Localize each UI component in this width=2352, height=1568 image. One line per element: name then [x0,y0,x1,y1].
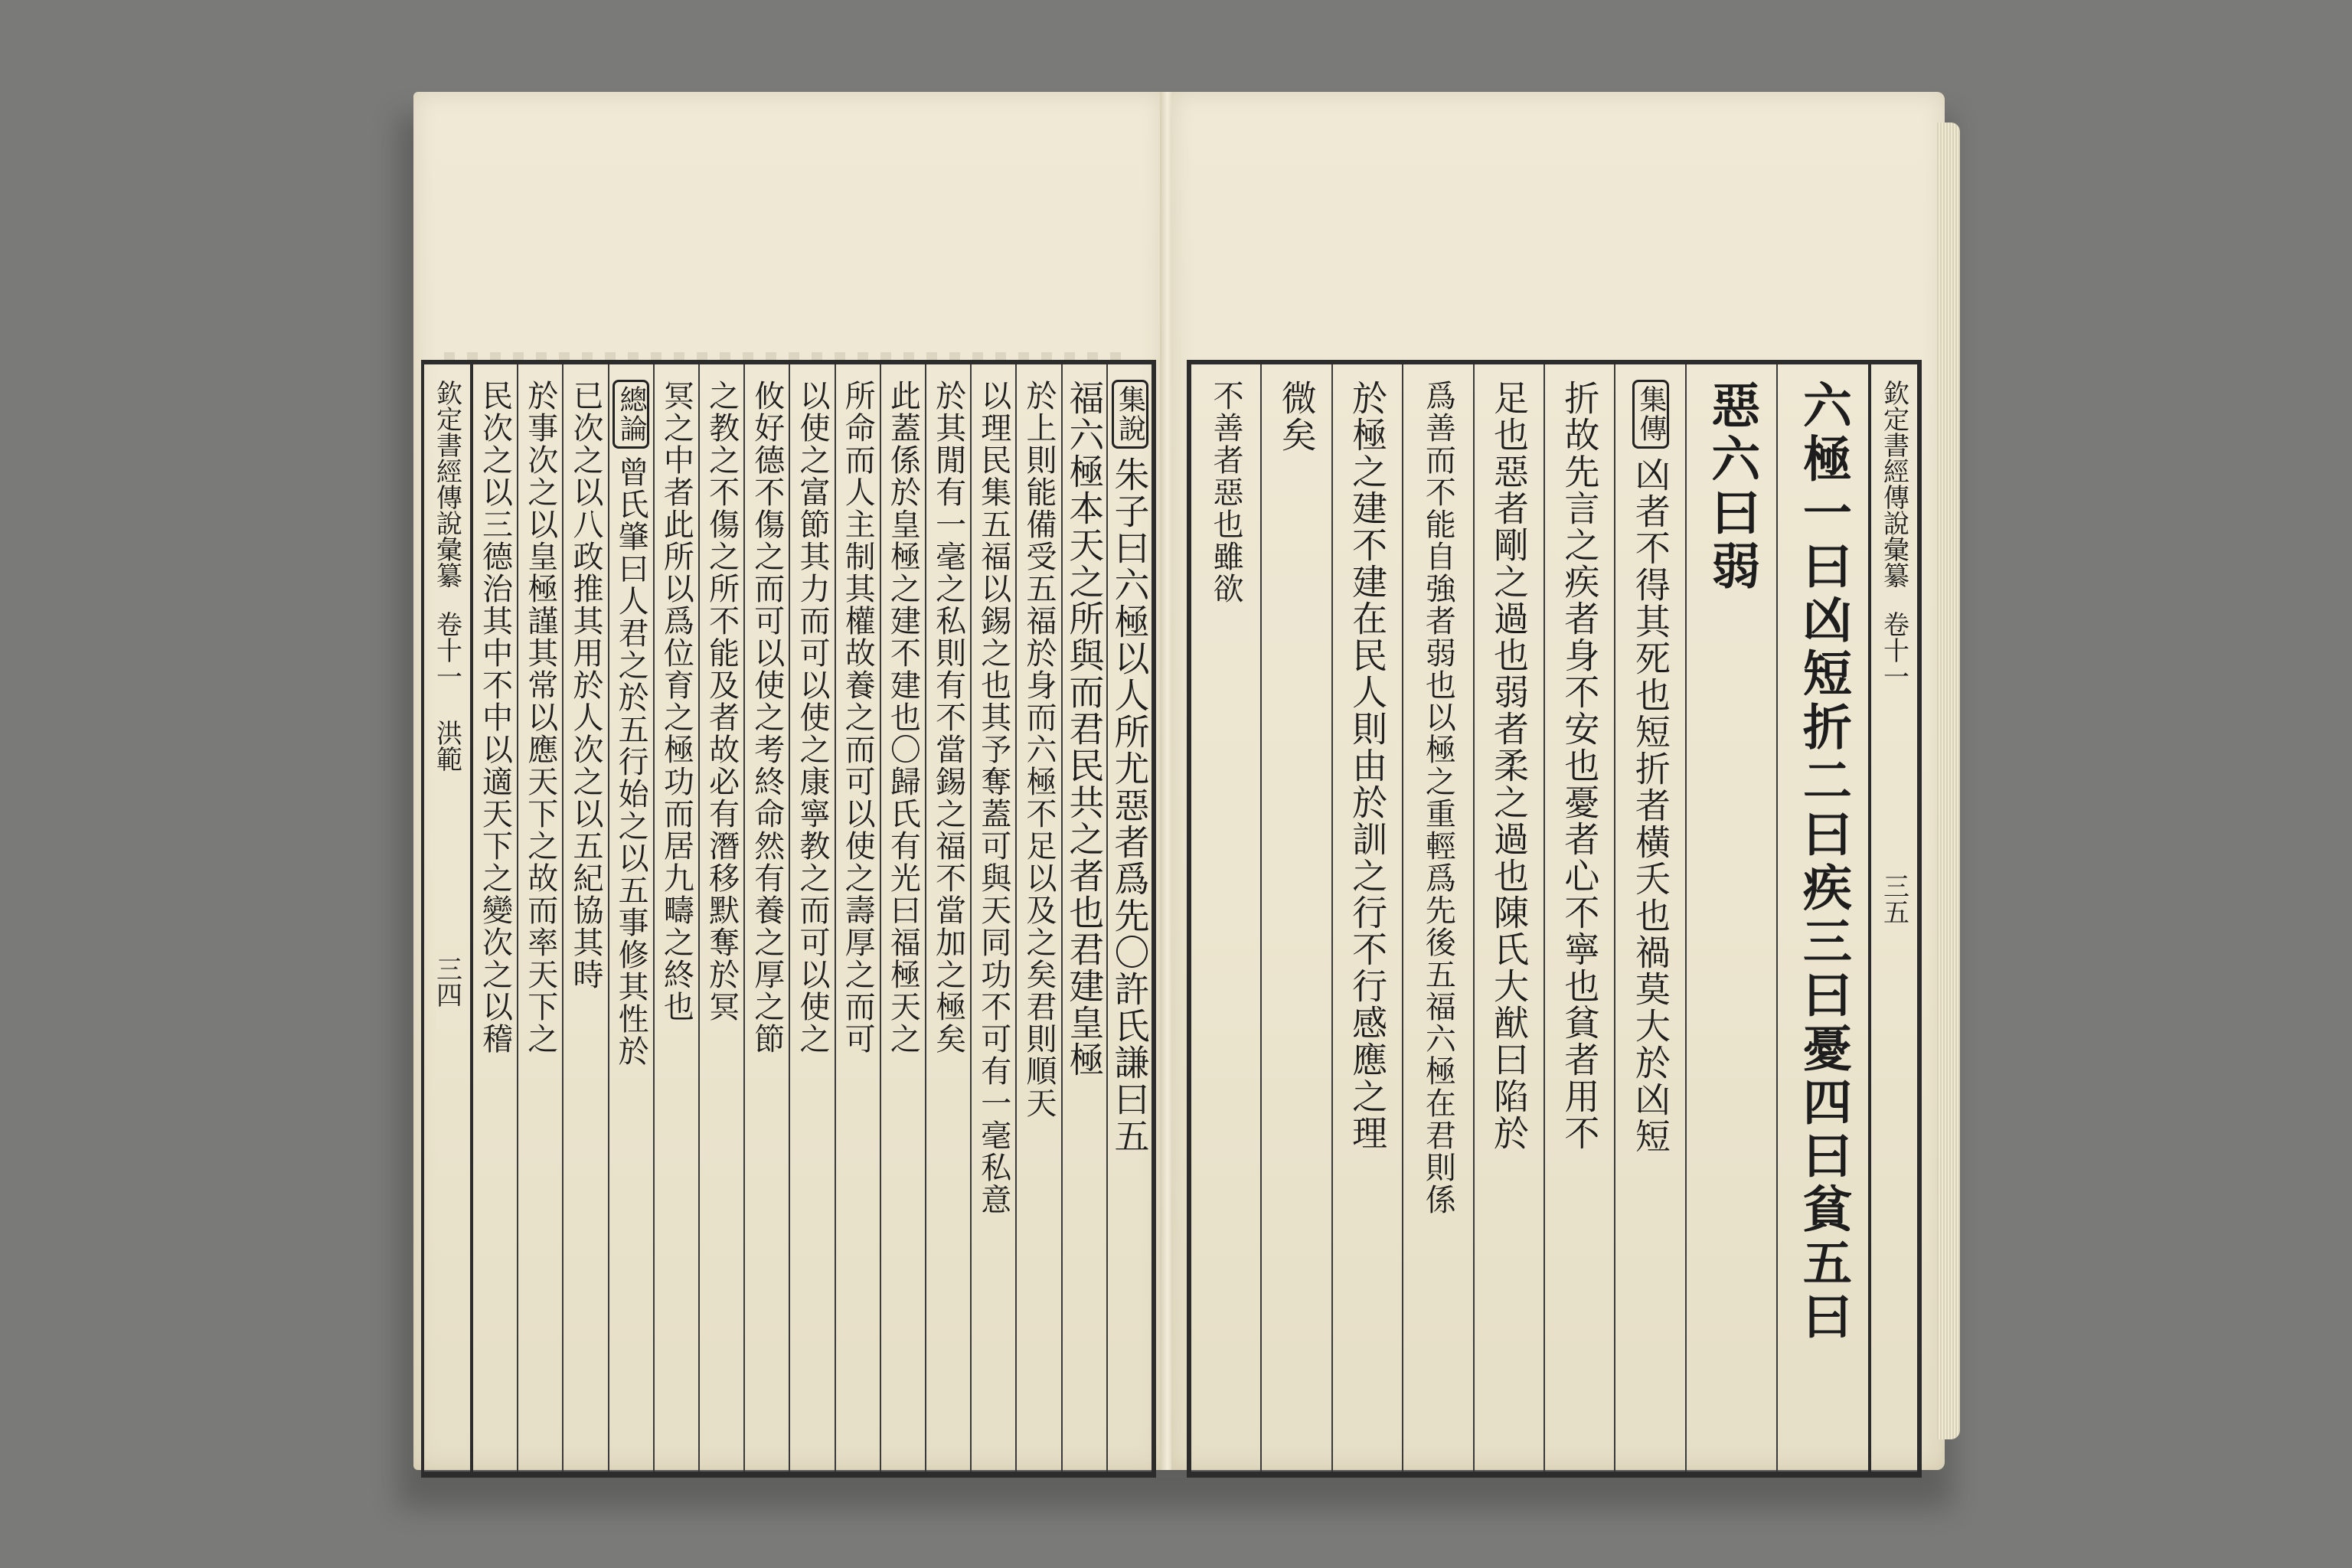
text-column [517,364,562,1472]
column-text: 已次之以八政推其用於人次之以五紀協其時 [567,380,603,991]
book-title: 欽定書經傳說彙纂 [431,380,462,588]
text-column [1015,364,1060,1472]
column-text: 微矣 [1276,380,1318,453]
column-text: 朱子曰六極以人所尤惡者爲先〇許氏謙曰五 [1109,456,1151,1155]
heading-column [1685,364,1777,1472]
text-column [1260,364,1331,1472]
heading-text: 惡六曰弱 [1703,380,1761,594]
right-columns [1191,364,1868,1472]
text-column [1614,364,1684,1472]
section-tag: 集傳 [1632,380,1669,449]
column-text: 所命而人主制其權故養之而可以使之壽厚之而可 [840,380,876,1055]
heading-column [1776,364,1868,1472]
column-text: 之教之不傷之所不能及者故必有潛移默奪於冥 [704,380,740,1023]
column-text: 於事次之以皇極謹其常以應天下之故而率天下之 [522,380,558,1055]
column-text: 攸好德不傷之而可以使之考終命然有養之厚之節 [749,380,785,1055]
column-text: 此蓋係於皇極之建不建也〇歸氏有光曰福極天之 [885,380,921,1055]
text-column [1106,364,1152,1472]
book-title: 欽定書經傳說彙纂 [1878,380,1909,588]
column-text: 曾氏肇曰人君之於五行始之以五事修其性於 [613,456,649,1067]
text-column [970,364,1015,1472]
column-text: 民次之以三德治其中不中以適天下之變次之以稽 [477,380,513,1055]
text-column [473,364,517,1472]
right-text-frame [1187,360,1922,1478]
text-column [608,364,653,1472]
right-page [1171,92,1945,1470]
text-column [743,364,789,1472]
column-text: 冥之中者此所以爲位育之極功而居九疇之終也 [658,380,694,1023]
page-number: 三四 [431,956,462,1008]
text-column [925,364,970,1472]
blank-column [1191,364,1260,1472]
column-text: 於其閒有一毫之私則有不當錫之福不當加之極矣 [930,380,966,1055]
volume-label: 卷十一 [1878,611,1909,689]
column-text: 以使之富節其力而可以使之康寧教之而可以使之 [794,380,830,1055]
text-column [698,364,743,1472]
right-margin-column [1868,364,1917,1472]
left-page [413,92,1164,1470]
text-column [1061,364,1106,1472]
text-column [562,364,607,1472]
text-column [1544,364,1614,1472]
section-tag: 總論 [612,380,649,449]
section-label: 洪範 [431,720,462,772]
column-text: 以理民集五福以錫之也其予奪蓋可與天同功不可有一毫私意 [975,380,1011,1216]
text-column [789,364,834,1472]
column-text: 福六極本天之所與而君民共之者也君建皇極 [1063,380,1106,1078]
left-margin-column [424,364,473,1472]
text-column [880,364,925,1472]
text-column [1402,364,1472,1472]
text-column [835,364,880,1472]
text-column [1331,364,1402,1472]
page-number: 三五 [1878,873,1909,925]
volume-label: 卷十一 [431,611,462,689]
column-text: 爲善而不能自強者弱也以極之重輕爲先後五福六極在君則係 [1420,380,1456,1216]
column-text: 於極之建不建在民人則由於訓之行不行感應之理 [1347,380,1389,1152]
left-columns [473,364,1152,1472]
text-column [653,364,698,1472]
open-book [413,92,1945,1485]
page-edges [1937,122,1960,1439]
small-note: 不善者惡也雖欲 [1208,380,1244,605]
column-text: 折故先言之疾者身不安也憂者心不寧也貧者用不 [1559,380,1601,1152]
column-text: 凶者不得其死也短折者橫夭也禍莫大於凶短 [1629,456,1671,1155]
column-text: 於上則能備受五福於身而六極不足以及之矣君則順天 [1021,380,1057,1119]
left-text-frame [421,360,1156,1478]
column-text: 足也惡者剛之過也弱者柔之過也陳氏大猷曰陷於 [1488,380,1530,1152]
heading-text: 六極一曰凶短折二曰疾三曰憂四曰貧五曰 [1794,380,1852,1344]
section-tag: 集說 [1112,380,1148,449]
text-column [1473,364,1544,1472]
